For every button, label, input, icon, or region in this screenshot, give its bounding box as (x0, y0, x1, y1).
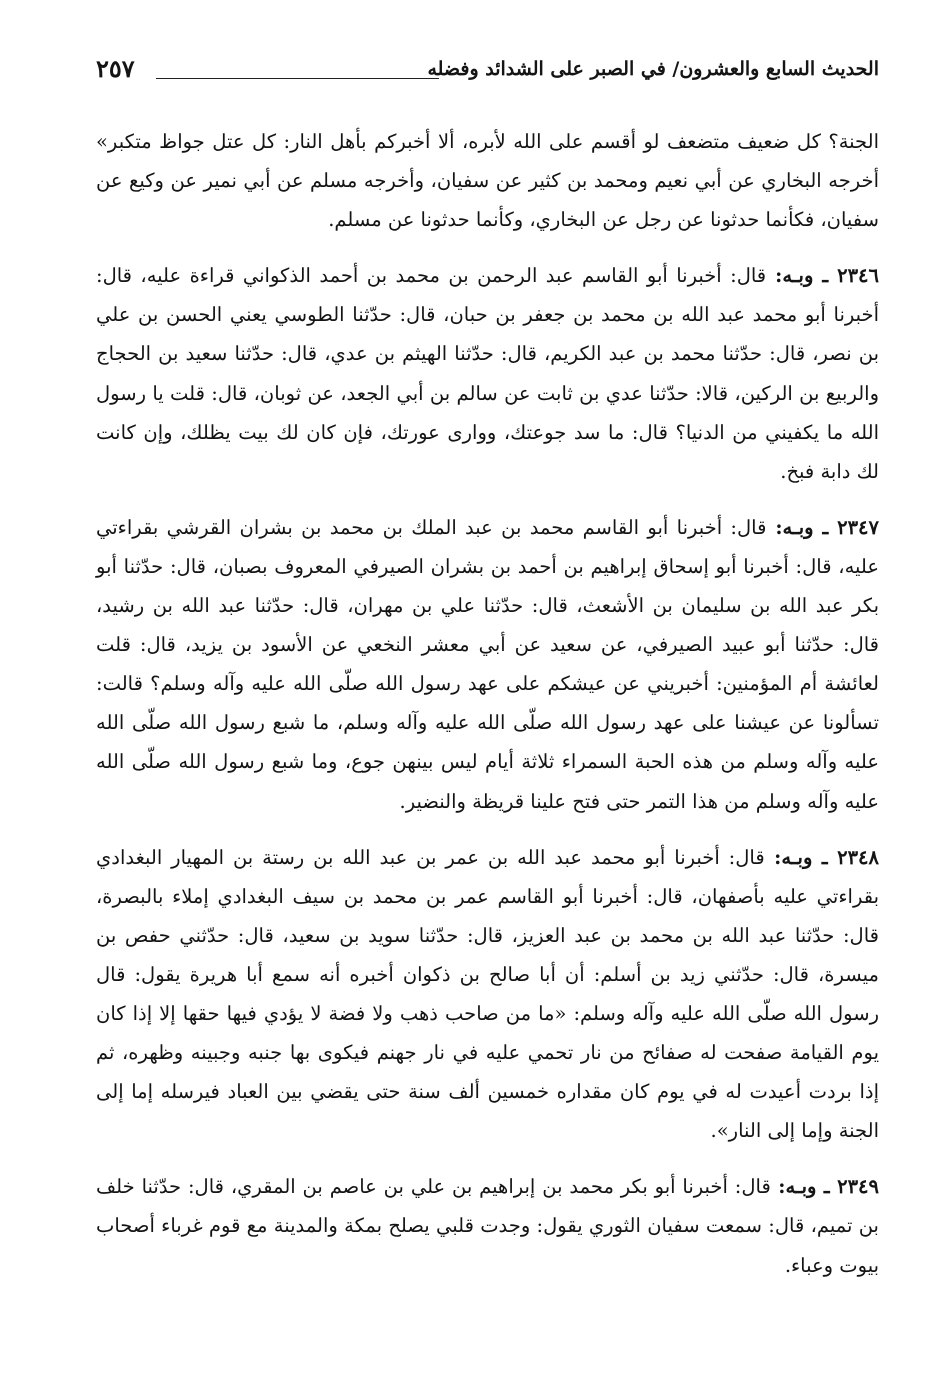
hadith-2349 (96, 1167, 879, 1284)
hadith-2346 (96, 256, 879, 491)
running-title: الحديث السابع والعشرون/ في الصبر على الشدائد وفضله (427, 58, 879, 80)
paragraph-text: قال: أخبرنا أبو محمد عبد الله بن عمر بن عبد الله بن رستة بن المهيار البغدادي بقراءتي عليه بأصفهان، قال: أخبرنا أبو القاسم عمر بن محمد بن سيف البغدادي إملاء بالبصرة، قال: حدّثنا عبد الله بن محمد بن عبد العزيز، قال: حدّثنا سويد بن سعيد، قال: حدّثني حفص بن ميسرة، قال: حدّثني زيد بن أسلم: أن أبا صالح بن ذكوان أخبره أنه سمع أبا هريرة يقول: قال رسول الله صلّى الله عليه وآله وسلم: «ما من صاحب ذهب ولا فضة لا يؤدي فيها حقها إلا إذا كان يوم القيامة صفحت له صفائح من نار تحمي عليه في نار جهنم فيكوى بها جنبه وجبينه وظهره، ثم إذا بردت أعيدت له في يوم كان مقداره خمسين ألف سنة حتى يقضي بين العباد فيرسله إما إلى الجنة وإما إلى النار». (96, 845, 879, 1143)
hadith-number: ٢٣٤٦ (837, 264, 880, 288)
hadith-number: ٢٣٤٨ (837, 845, 879, 869)
paragraph-text: قال: أخبرنا أبو القاسم محمد بن عبد الملك بن محمد بن بشران القرشي بقراءتي عليه، قال: أخبرنا أبو إسحاق إبراهيم بن أحمد بن بشران الصيرفي المعروف بصبان، قال: حدّثنا أبو بكر عبد الله بن سليمان بن الأشعث، قال: حدّثنا علي بن مهران، قال: حدّثنا عبد الله بن رشيد، قال: حدّثنا أبو عبيد الصيرفي، عن سعيد عن أبي معشر النخعي عن الأسود بن يزيد، قال: قلت لعائشة أم المؤمنين: أخبريني عن عيشكم على عهد رسول الله صلّى الله عليه وآله وسلم؟ قالت: تسألونا عن عيشنا على عهد رسول الله صلّى الله عليه وآله وسلم، ما شبع رسول الله صلّى الله عليه وآله وسلم من هذه الحبة السمراء ثلاثة أيام ليس بينهن جوع، وما شبع رسول الله صلّى الله عليه وآله وسلم من هذا التمر حتى فتح علينا قريظة والنضير. (96, 515, 879, 813)
hadith-2348 (96, 838, 879, 1151)
hadith-prefix: ـ وبـه: (766, 264, 838, 288)
hadith-prefix: ـ وبـه: (764, 845, 838, 869)
paragraph-continuation (96, 122, 879, 239)
paragraph-text: الجنة؟ كل ضعيف متضعف لو أقسم على الله لأبره، ألا أخبركم بأهل النار: كل عتل جواظ متكبر» أخرجه البخاري عن أبي نعيم ومحمد بن كثير عن سفيان، وأخرجه مسلم عن أبي نمير عن وكيع عن سفيان، فكأنما حدثونا عن رجل عن البخاري، وكأنما حدثونا عن مسلم. (96, 130, 879, 232)
paragraph-text: قال: أخبرنا أبو القاسم عبد الرحمن بن محمد بن أحمد الذكواني قراءة عليه، قال: أخبرنا أبو محمد عبد الله بن محمد بن جعفر بن حبان، قال: حدّثنا الطوسي يعني الحسن بن علي بن نصر، قال: حدّثنا محمد بن عبد الكريم، قال: حدّثنا الهيثم بن عدي، قال: حدّثنا سعيد بن الحجاج والربيع بن الركين، قالا: حدّثنا عدي بن ثابت عن سالم بن أبي الجعد، عن ثوبان، قال: قلت يا رسول الله ما يكفيني من الدنيا؟ قال: ما سد جوعتك، ووارى عورتك، فإن كان لك بيت يظلك، وإن كانت لك دابة فبخ. (96, 264, 879, 483)
page-number: ٢٥٧ (96, 54, 135, 83)
hadith-prefix: ـ وبـه: (766, 515, 838, 539)
header-rule (156, 78, 439, 79)
hadith-number: ٢٣٤٩ (837, 1175, 880, 1199)
hadith-prefix: ـ وبـه: (770, 1175, 838, 1199)
body-text (96, 122, 879, 1285)
hadith-2347 (96, 508, 879, 821)
hadith-number: ٢٣٤٧ (837, 515, 879, 539)
paragraph-text: قال: أخبرنا أبو بكر محمد بن إبراهيم بن علي بن عاصم بن المقري، قال: حدّثنا خلف بن تميم، قال: سمعت سفيان الثوري يقول: وجدت قلبي يصلح بمكة والمدينة مع قوم غرباء أصحاب بيوت وعباء. (96, 1175, 879, 1277)
page-header (96, 50, 879, 94)
